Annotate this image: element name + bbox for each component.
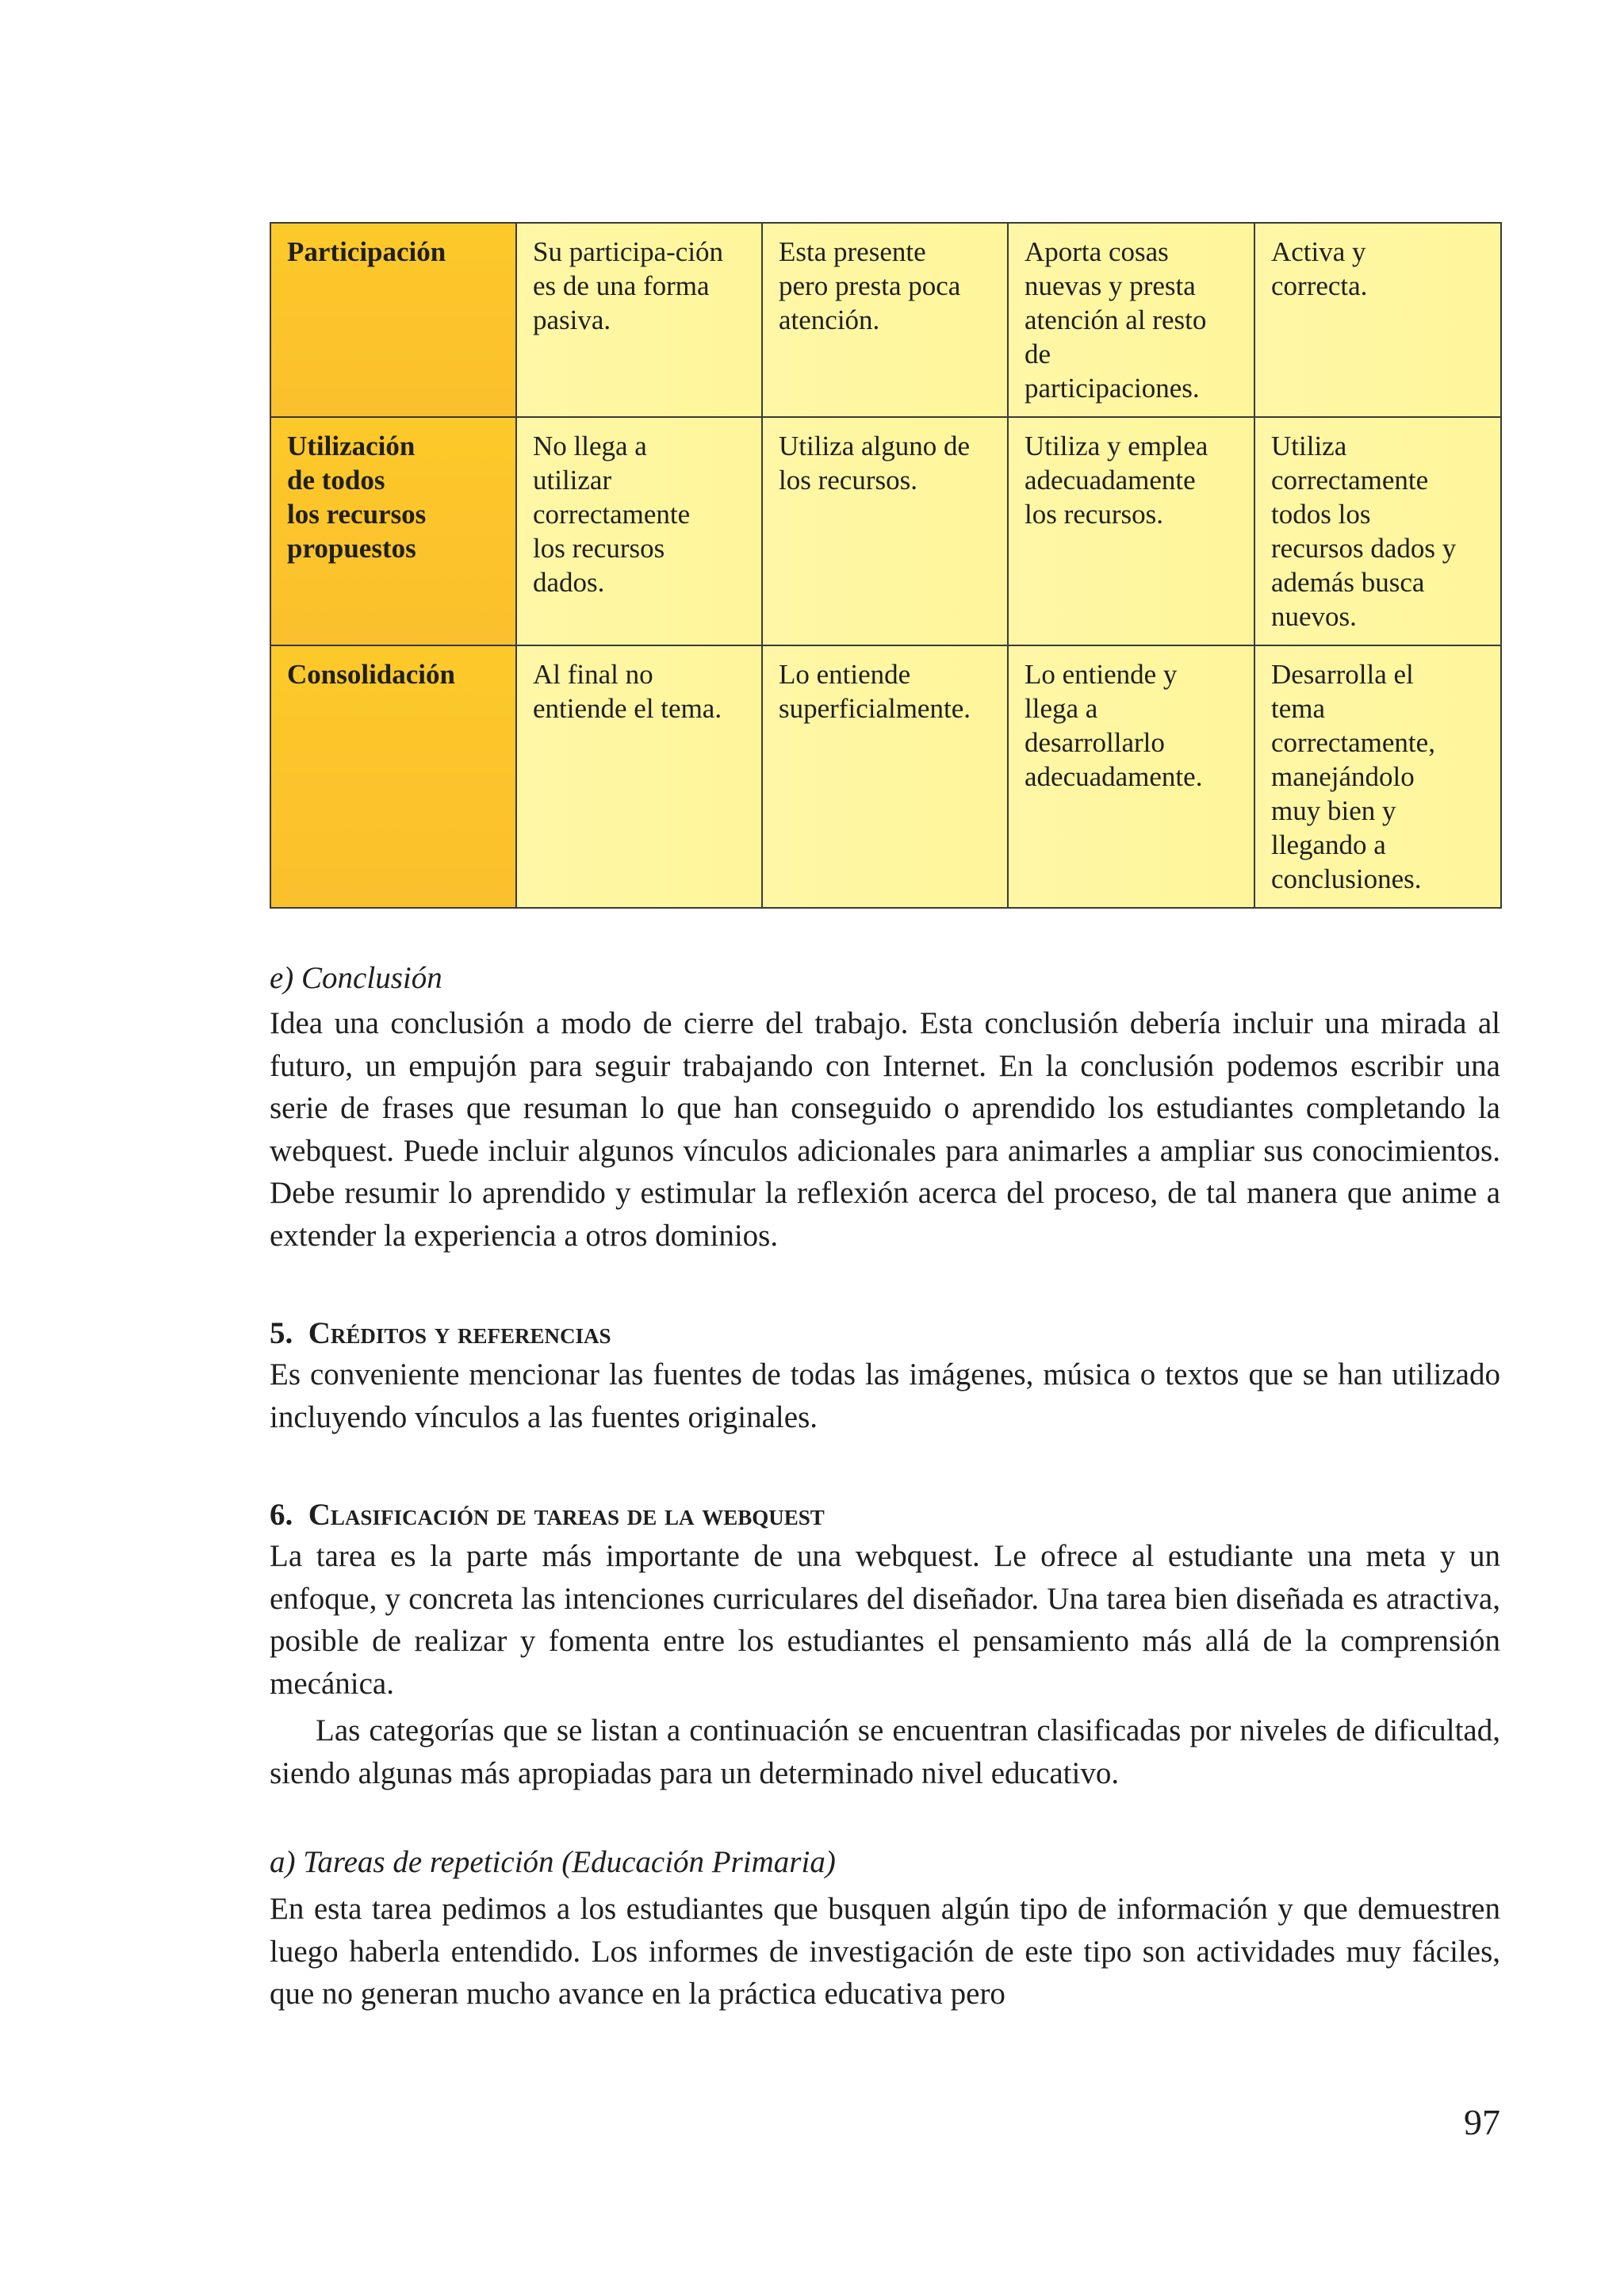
cell-line: utilizar (533, 465, 612, 496)
cell-line: Utiliza y emplea (1025, 431, 1208, 461)
cell-line: atención al resto (1025, 304, 1207, 335)
cell-line: los recursos. (1025, 499, 1163, 530)
cell-line: Al final no (533, 659, 653, 690)
rubric-cell (1254, 223, 1501, 417)
cell-line: Activa y (1271, 236, 1366, 267)
rubric-criterion (270, 417, 516, 645)
conclusion-text: Idea una conclusión a modo de cierre del trabajo. Esta conclusión debería incluir una mirada al futuro, un empujón para seguir trabajando con Internet. En la conclusión podemos escribir una serie de frases que resuman lo que han conseguido o aprendido los estudiantes completando la webquest. Puede incluir algunos vínculos adicionales para animarles a ampliar sus conocimientos. Debe resumir lo aprendido y estimular la reflexión acerca del proceso, de tal manera que anime a extender la experiencia a otros dominios. (270, 1006, 1500, 1253)
criterion-line: propuestos (287, 533, 416, 564)
cell-line: conclusiones. (1271, 863, 1422, 894)
cell-line: tema (1271, 693, 1326, 724)
page-number: 97 (1464, 2102, 1500, 2142)
rubric-row (270, 417, 1501, 645)
rubric-cell (1254, 645, 1501, 908)
section-6-paragraph-1: La tarea es la parte más importante de una webquest. Le ofrece al estudiante una meta y un enfoque, y concreta las intenciones curriculares del diseñador. Una tarea bien diseñada es atractiva, posible de realizar y fomenta entre los estudiantes el pensamiento más allá de la comprensión mecánica. (270, 1539, 1500, 1701)
cell-line: correctamente (533, 499, 691, 530)
cell-line: Esta presente (779, 236, 926, 267)
cell-line: desarrollarlo (1025, 727, 1165, 758)
cell-line: Su participa-ción (533, 236, 724, 267)
rubric-criterion (270, 645, 516, 908)
criterion-line: de todos (287, 465, 385, 496)
cell-line: manejándolo (1271, 761, 1415, 792)
criterion-line: Utilización (287, 431, 416, 461)
cell-line: No llega a (533, 431, 647, 461)
rubric-cell (1008, 223, 1254, 417)
cell-line: participaciones. (1025, 373, 1200, 404)
cell-line: Utiliza (1271, 431, 1347, 461)
rubric-cell (516, 645, 762, 908)
rubric-cell (516, 417, 762, 645)
conclusion-heading: e) Conclusión (270, 961, 442, 995)
section-5-title: Créditos y referencias (308, 1316, 611, 1350)
rubric-criterion (270, 223, 516, 417)
cell-line: Utiliza alguno de (779, 431, 971, 461)
rubric-cell (762, 417, 1008, 645)
cell-line: pasiva. (533, 304, 611, 335)
cell-line: adecuadamente. (1025, 761, 1203, 792)
cell-line: de (1025, 339, 1051, 369)
cell-line: correcta. (1271, 270, 1368, 301)
cell-line: llegando a (1271, 829, 1386, 860)
cell-line: atención. (779, 304, 880, 335)
cell-line: llega a (1025, 693, 1098, 724)
cell-line: Lo entiende (779, 659, 911, 690)
cell-line: superficialmente. (779, 693, 971, 724)
cell-line: correctamente (1271, 465, 1429, 496)
rubric-cell (762, 223, 1008, 417)
rubric-cell (1008, 645, 1254, 908)
tasks-a-heading: a) Tareas de repetición (Educación Primaria) (270, 1845, 836, 1879)
cell-line: pero presta poca (779, 270, 961, 301)
criterion-line: Consolidación (287, 659, 455, 690)
criterion-line: los recursos (287, 499, 427, 530)
page-content (270, 222, 1500, 2015)
cell-line: nuevos. (1271, 601, 1357, 632)
rubric-cell (516, 223, 762, 417)
cell-line: dados. (533, 567, 605, 598)
cell-line: además busca (1271, 567, 1425, 598)
section-6-title: Clasificación de tareas de la webquest (308, 1498, 825, 1532)
cell-line: Lo entiende y (1025, 659, 1178, 690)
cell-line: Aporta cosas (1025, 236, 1169, 267)
section-6-number: 6. (270, 1498, 293, 1532)
cell-line: los recursos. (779, 465, 917, 496)
cell-line: muy bien y (1271, 795, 1396, 826)
cell-line: nuevas y presta (1025, 270, 1196, 301)
cell-line: entiende el tema. (533, 693, 722, 724)
rubric-cell (1254, 417, 1501, 645)
rubric-table (270, 222, 1502, 909)
cell-line: recursos dados y (1271, 533, 1457, 564)
tasks-a-text: En esta tarea pedimos a los estudiantes que busquen algún tipo de información y que demuestren luego haberla entendido. Los informes de investigación de este tipo son actividades muy fáciles, que no generan mucho avance en la práctica educativa pero (270, 1892, 1500, 2011)
rubric-cell (762, 645, 1008, 908)
cell-line: correctamente, (1271, 727, 1435, 758)
cell-line: Desarrolla el (1271, 659, 1414, 690)
section-5-number: 5. (270, 1316, 293, 1350)
cell-line: los recursos (533, 533, 665, 564)
section-6-heading (270, 1495, 1500, 1535)
cell-line: es de una forma (533, 270, 710, 301)
criterion-line: Participación (287, 236, 446, 267)
section-6-paragraph-2: Las categorías que se listan a continuación se encuentran clasificadas por niveles de dificultad, siendo algunas más apropiadas para un determinado nivel educativo. (270, 1713, 1500, 1790)
rubric-row (270, 645, 1501, 908)
cell-line: adecuadamente (1025, 465, 1196, 496)
cell-line: todos los (1271, 499, 1371, 530)
section-5-heading (270, 1314, 1500, 1353)
rubric-row (270, 223, 1501, 417)
rubric-cell (1008, 417, 1254, 645)
section-5-text: Es conveniente mencionar las fuentes de todas las imágenes, música o textos que se han utilizado incluyendo vínculos a las fuentes originales. (270, 1357, 1500, 1434)
